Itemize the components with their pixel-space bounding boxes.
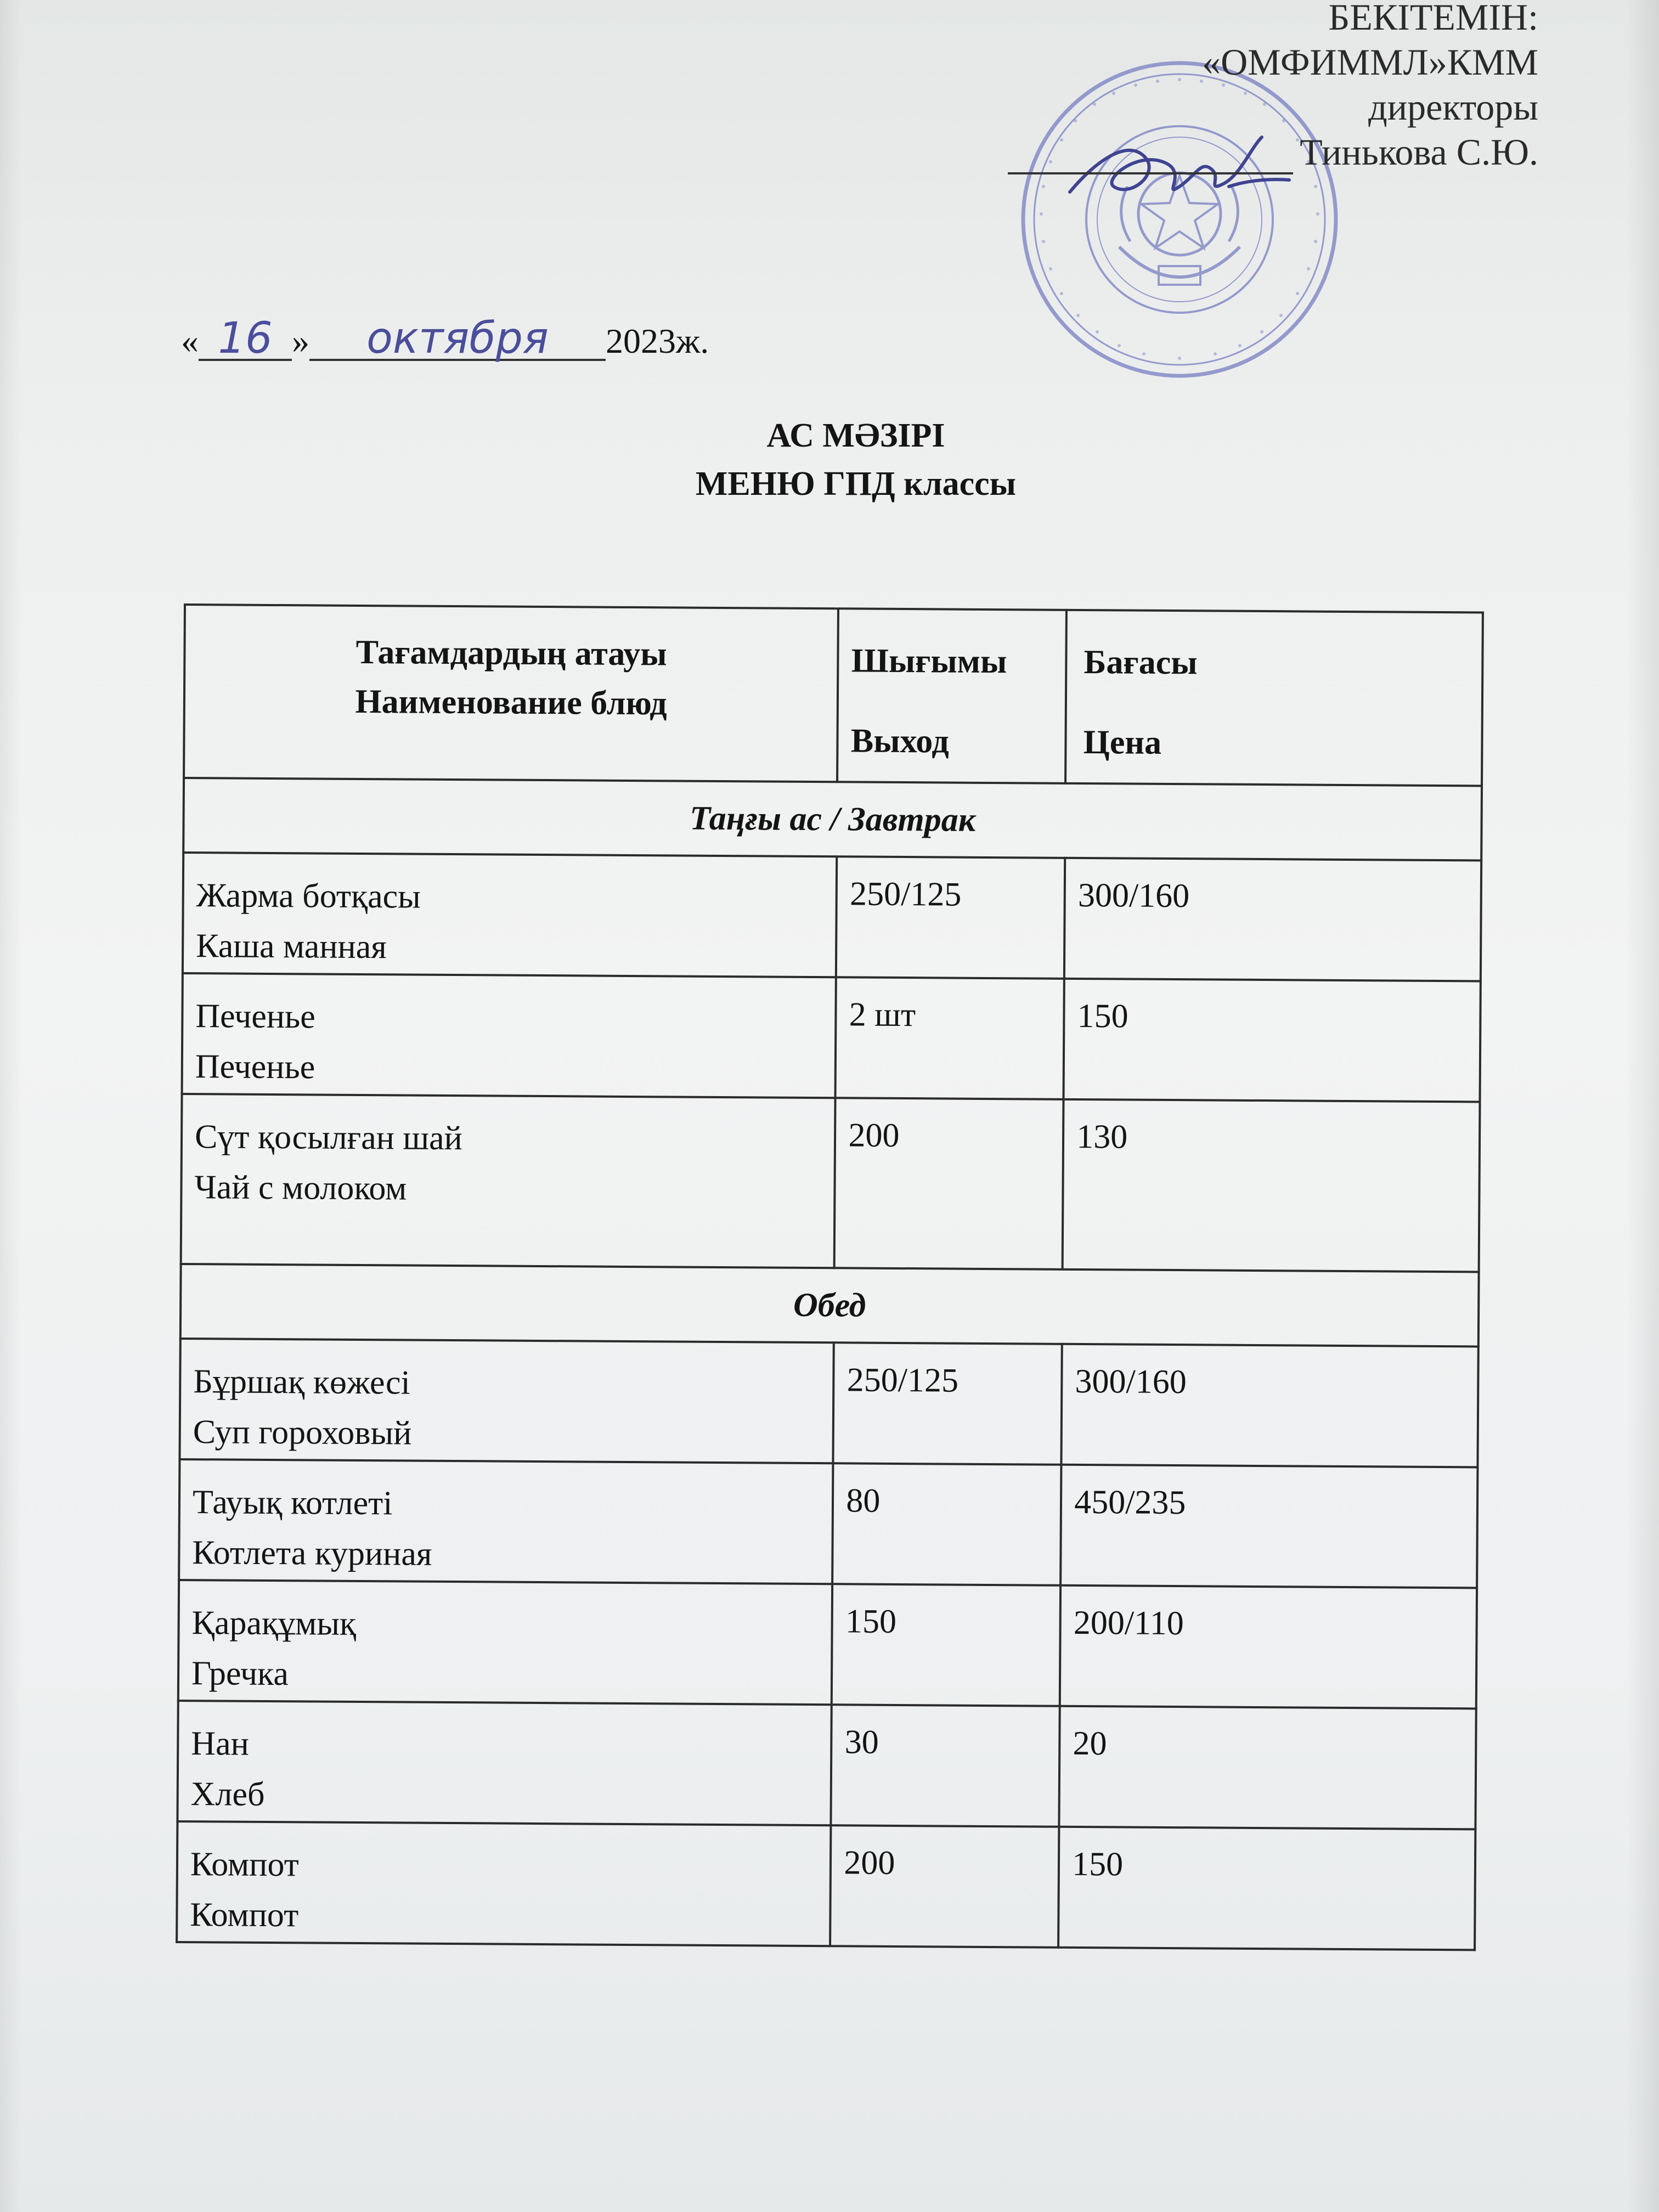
header-price-ru: Цена (1083, 724, 1162, 761)
date-day-blank (199, 314, 292, 363)
dish-name-ru: Гречка (191, 1655, 289, 1693)
section-title: Таңғы ас / Завтрак (183, 778, 1482, 860)
dish-name-kz: Нан (191, 1725, 249, 1763)
approval-heading: БЕКІТЕМІН: (1328, 0, 1538, 38)
dish-name-cell (179, 1339, 834, 1463)
dish-output: 250/125 (836, 856, 1065, 979)
dish-name-ru: Каша манная (195, 927, 387, 966)
dish-name-kz: Жарма ботқасы (196, 877, 421, 916)
director-name: Тинькова С.Ю. (1300, 131, 1538, 173)
organization-name: «ОМФИММЛ»КММ (1202, 41, 1538, 83)
dish-price: 450/235 (1060, 1465, 1477, 1588)
dish-name-ru: Печенье (195, 1048, 315, 1086)
table-row (177, 1821, 1475, 1950)
dish-name-ru: Чай с молоком (194, 1169, 407, 1207)
page-edge-shadow-right (1626, 0, 1659, 2212)
dish-name-cell (177, 1821, 831, 1946)
dish-name-kz: Сүт қосылған шай (194, 1118, 463, 1158)
title-kz: АС МӘЗІРІ (766, 417, 945, 454)
table-row (179, 1459, 1477, 1588)
date-line (181, 314, 709, 363)
dish-name-cell (182, 973, 837, 1098)
dish-name-kz: Қарақұмық (191, 1604, 357, 1643)
dish-name-ru: Суп гороховый (193, 1413, 412, 1452)
date-open-quote: « (181, 321, 199, 360)
director-title: директоры (1368, 86, 1538, 128)
menu-table (176, 603, 1484, 1951)
dish-output: 2 шт (836, 977, 1064, 1099)
dish-name-kz: Бұршақ көжесі (193, 1363, 410, 1402)
section-row-breakfast (183, 778, 1482, 860)
dish-output: 250/125 (833, 1342, 1062, 1465)
table-row (178, 1580, 1477, 1708)
dish-name-cell (183, 853, 837, 977)
dish-name-ru: Котлета куриная (192, 1534, 432, 1573)
header-output-ru: Выход (850, 722, 950, 760)
page-edge-shadow-left (0, 0, 22, 2212)
dish-output: 200 (834, 1098, 1064, 1269)
table-row (177, 1701, 1476, 1829)
dish-name-cell (181, 1094, 836, 1268)
header-dish-name (184, 605, 838, 782)
table-row (183, 853, 1481, 981)
dish-price: 20 (1059, 1706, 1476, 1830)
dish-output: 80 (832, 1463, 1061, 1585)
title-ru: МЕНЮ ГПД классы (695, 465, 1017, 503)
dish-name-kz: Компот (190, 1846, 299, 1884)
table-header-row (184, 605, 1483, 786)
director-signature-line (1008, 129, 1538, 174)
header-output-kz: Шығымы (851, 642, 1007, 681)
dish-output: 30 (831, 1705, 1060, 1827)
approval-block (1008, 0, 1538, 174)
dish-price: 300/160 (1064, 858, 1481, 981)
date-close-quote: » (292, 321, 309, 360)
section-title: Обед (180, 1264, 1479, 1346)
date-month-blank (309, 314, 606, 363)
section-row-lunch (180, 1264, 1479, 1346)
header-price (1065, 610, 1483, 786)
signature-blank (1008, 139, 1293, 174)
dish-name-cell (178, 1580, 833, 1705)
table-row (179, 1339, 1478, 1467)
dish-name-cell (177, 1701, 832, 1825)
dish-price: 200/110 (1060, 1585, 1477, 1709)
document-title (582, 411, 1130, 508)
header-output (837, 608, 1066, 783)
dish-name-ru: Хлеб (190, 1775, 265, 1813)
table-row (181, 1094, 1480, 1272)
dish-price: 150 (1064, 979, 1481, 1102)
dish-price: 300/160 (1062, 1344, 1479, 1468)
date-day: 16 (218, 314, 273, 363)
dish-output: 150 (832, 1584, 1060, 1706)
date-month: октября (366, 314, 549, 363)
header-price-kz: Бағасы (1084, 644, 1198, 682)
date-year: 2023ж. (606, 321, 709, 360)
dish-name-kz: Тауық котлеті (192, 1483, 393, 1522)
dish-name-kz: Печенье (195, 997, 316, 1036)
dish-price: 130 (1063, 1099, 1480, 1272)
dish-output: 200 (830, 1825, 1059, 1948)
header-name-ru: Наименование блюд (355, 682, 667, 723)
dish-name-ru: Компот (190, 1896, 299, 1934)
dish-price: 150 (1058, 1827, 1475, 1950)
table-row (182, 973, 1481, 1102)
dish-name-cell (179, 1459, 833, 1584)
header-name-kz: Тағамдардың атауы (356, 633, 667, 673)
